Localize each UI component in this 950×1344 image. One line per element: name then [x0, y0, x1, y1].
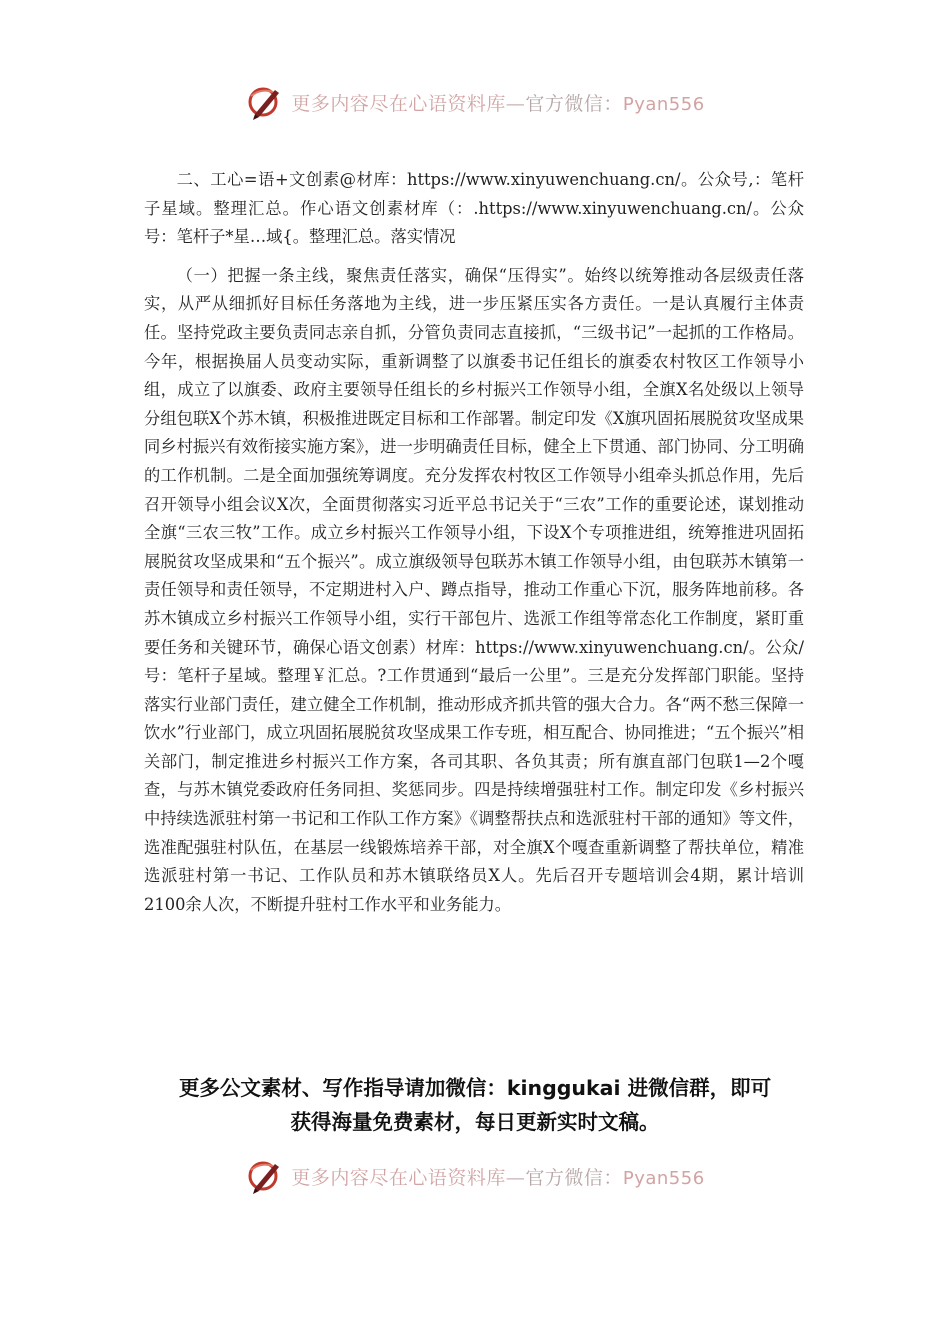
- banner-dash: —: [505, 1166, 526, 1189]
- banner-text: [291, 89, 704, 116]
- pen-logo-icon: [245, 82, 285, 122]
- banner-wechat-id: Pyan556: [622, 93, 705, 115]
- promo-line-1: 更多公文素材、写作指导请加微信：kinggukai 进微信群，即可: [178, 1076, 772, 1100]
- pen-logo-icon: [245, 1156, 285, 1196]
- banner-wechat-label: 官方微信：: [525, 92, 623, 115]
- header-banner: [0, 80, 950, 124]
- banner-dash: —: [505, 92, 526, 115]
- promo-line-2: 获得海量免费素材，每日更新实时文稿。: [290, 1110, 660, 1134]
- banner-wechat-id: Pyan556: [622, 1167, 705, 1189]
- promo-notice: [130, 1071, 820, 1139]
- banner-site-name: 更多内容尽在心语资料库: [291, 92, 506, 115]
- banner-text: [291, 1163, 704, 1190]
- body-paragraph: （一）把握一条主线，聚焦责任落实，确保“压得实”。始终以统筹推动各层级责任落实，从严从细抓好目标任务落地为主线，进一步压紧压实各方责任。一是认真履行主体责任。坚持党政主要负责同志亲自抓，分管负责同志直接抓，“三级书记”一起抓的工作格局。今年，根据换届人员变动实际，重新调整了以旗委书记任组长的旗委农村牧区工作领导小组，成立了以旗委、政府主要领导任组长的乡村振兴工作领导小组，全旗X名处级以上领导分组包联X个苏木镇，积极推进既定目标和工作部署。制定印发《X旗巩固拓展脱贫攻坚成果同乡村振兴有效衔接实施方案》，进一步明确责任目标，健全上下贯通、部门协同、分工明确的工作机制。二是全面加强统筹调度。充分发挥农村牧区工作领导小组牵头抓总作用，先后召开领导小组会议X次，全面贯彻落实习近平总书记关于“三农”工作的重要论述，谋划推动全旗“三农三牧”工作。成立乡村振兴工作领导小组，下设X个专项推进组，统筹推进巩固拓展脱贫攻坚成果和“五个振兴”。成立旗级领导包联苏木镇工作领导小组，由包联苏木镇第一责任领导和责任领导，不定期进村入户、蹲点指导，推动工作重心下沉，服务阵地前移。各苏木镇成立乡村振兴工作领导小组，实行干部包片、选派工作组等常态化工作制度，紧盯重要任务和关键环节，确保心语文创素）材库：https://www.xinyuwenchuang.cn/。公众/号：笔杆子星域。整理￥汇总。?工作贯通到“最后一公里”。三是充分发挥部门职能。坚持落实行业部门责任，建立健全工作机制，推动形成齐抓共管的强大合力。各“两不愁三保障一饮水”行业部门，成立巩固拓展脱贫攻坚成果工作专班，相互配合、协同推进；“五个振兴”相关部门，制定推进乡村振兴工作方案，各司其职、各负其责；所有旗直部门包联1—2个嘎查，与苏木镇党委政府任务同担、奖惩同步。四是持续增强驻村工作。制定印发《乡村振兴中持续选派驻村第一书记和工作队工作方案》《调整帮扶点和选派驻村干部的通知》等文件，选准配强驻村队伍，在基层一线锻炼培养干部，对全旗X个嘎查重新调整了帮扶单位，精准选派驻村第一书记、工作队员和苏木镇联络员X人。先后召开专题培训会4期，累计培训2100余人次，不断提升驻村工作水平和业务能力。: [144, 265, 804, 914]
- banner-site-name: 更多内容尽在心语资料库: [291, 1166, 506, 1189]
- document-body: [144, 166, 804, 919]
- banner-wechat-label: 官方微信：: [525, 1166, 623, 1189]
- section-heading: 二、工心=语+文创素@材库：https://www.xinyuwenchuang.cn/。公众号,：笔杆子星域。整理汇总。作心语文创素材库（：.https://www.xinyuwenchuang.cn/。公众号：笔杆子*星…域{。整理汇总。落实情况: [144, 170, 804, 247]
- footer-banner: [0, 1154, 950, 1198]
